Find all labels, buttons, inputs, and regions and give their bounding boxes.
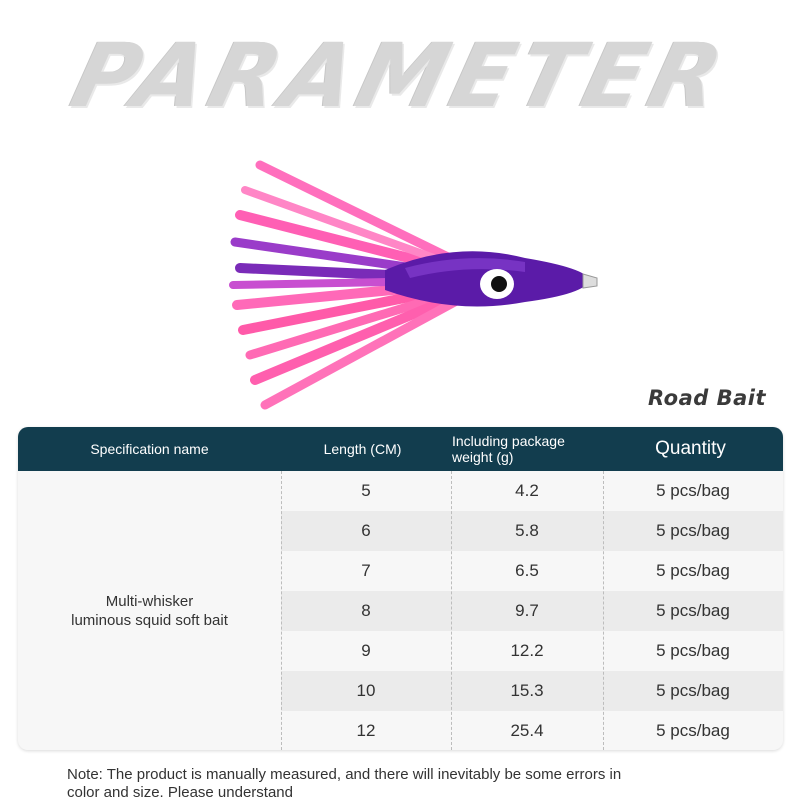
quantity-cell: 5 pcs/bag — [656, 601, 730, 620]
disclaimer-note: Note: The product is manually measured, and there will inevitably be some errors in color and size. Please understand — [67, 766, 622, 801]
weight-cell: 6.5 — [515, 561, 539, 580]
header-length: Length (CM) — [323, 441, 402, 457]
length-cell: 8 — [361, 601, 371, 620]
weight-cell: 25.4 — [510, 720, 544, 740]
quantity-cell: 5 pcs/bag — [656, 681, 730, 700]
table-header — [18, 427, 783, 471]
header-weight — [452, 427, 602, 471]
header-quantity: Quantity — [655, 438, 726, 459]
quantity-cell: 5 pcs/bag — [656, 641, 730, 660]
squid-lure-image — [225, 160, 610, 415]
weight-cell: 4.2 — [515, 481, 539, 500]
weight-cell: 15.3 — [510, 681, 544, 700]
header-weight-line1: Including package — [452, 433, 565, 449]
header-spec-name: Specification name — [90, 441, 209, 457]
table-body — [18, 471, 783, 750]
table-row — [281, 671, 783, 711]
weight-cell: 12.2 — [510, 641, 544, 660]
spec-name-line2: luminous squid soft bait — [71, 611, 228, 629]
table-row — [281, 471, 783, 511]
weight-cell: 5.8 — [515, 521, 539, 540]
length-cell: 7 — [361, 561, 371, 580]
brand-logo: Road Bait — [648, 386, 766, 410]
quantity-cell: 5 pcs/bag — [656, 561, 730, 580]
column-divider — [603, 471, 604, 750]
length-cell: 6 — [361, 521, 371, 540]
spec-table — [18, 427, 783, 750]
weight-cell: 9.7 — [515, 601, 539, 620]
banner-title: PARAMETER — [62, 24, 738, 127]
table-row — [281, 591, 783, 631]
spec-name-cell — [18, 471, 281, 750]
quantity-cell: 5 pcs/bag — [656, 521, 730, 540]
header-weight-line2: weight (g) — [452, 449, 514, 465]
table-row — [281, 551, 783, 591]
quantity-cell: 5 pcs/bag — [656, 481, 730, 500]
length-cell: 10 — [356, 681, 376, 700]
table-row — [281, 511, 783, 551]
spec-name-line1: Multi-whisker — [105, 592, 194, 610]
length-cell: 9 — [361, 641, 371, 660]
table-rows — [281, 471, 783, 750]
column-divider — [451, 471, 452, 750]
length-cell: 5 — [361, 481, 371, 500]
length-cell: 12 — [356, 720, 376, 740]
quantity-cell: 5 pcs/bag — [656, 720, 730, 740]
column-divider — [281, 471, 282, 750]
table-row — [281, 631, 783, 671]
table-row — [281, 711, 783, 750]
